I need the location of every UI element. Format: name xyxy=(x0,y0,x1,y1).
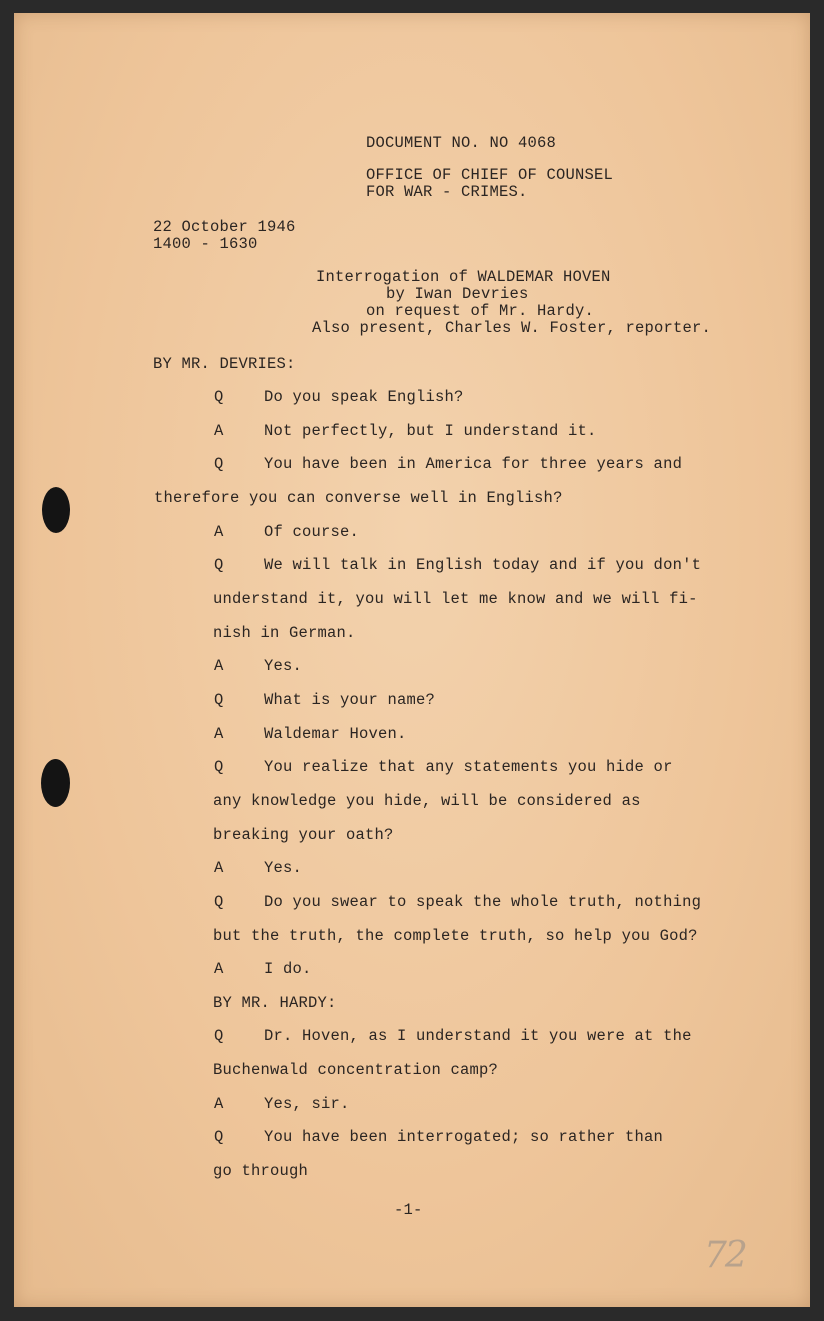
q-marker: Q xyxy=(214,556,224,574)
transcript-text: understand it, you will let me know and we will fi- xyxy=(213,590,698,608)
transcript-text: any knowledge you hide, will be considered as xyxy=(213,792,641,810)
a-marker: A xyxy=(214,523,224,541)
transcript-text: Not perfectly, but I understand it. xyxy=(264,422,597,440)
punch-hole-top xyxy=(42,487,70,533)
speaker-heading: BY MR. DEVRIES: xyxy=(153,355,296,373)
office-line-2: FOR WAR - CRIMES. xyxy=(366,183,528,201)
transcript-text: go through xyxy=(213,1162,309,1180)
a-marker: A xyxy=(214,725,224,743)
transcript-text: breaking your oath? xyxy=(213,826,394,844)
transcript-text: Dr. Hoven, as I understand it you were at the xyxy=(264,1027,692,1045)
punch-hole-bottom xyxy=(41,759,70,807)
pencil-annotation: 72 xyxy=(704,1235,746,1276)
speaker-heading: BY MR. HARDY: xyxy=(213,994,337,1012)
transcript-text: but the truth, the complete truth, so help you God? xyxy=(213,927,698,945)
a-marker: A xyxy=(214,859,224,877)
transcript-text: Of course. xyxy=(264,523,360,541)
office-line-1: OFFICE OF CHIEF OF COUNSEL xyxy=(366,166,614,184)
transcript-text: You realize that any statements you hide or xyxy=(264,758,673,776)
page-number: -1- xyxy=(394,1201,423,1219)
intro-line-3: on request of Mr. Hardy. xyxy=(366,302,595,320)
transcript-text: I do. xyxy=(264,960,312,978)
a-marker: A xyxy=(214,960,224,978)
transcript-text: Yes, sir. xyxy=(264,1095,350,1113)
intro-line-1: Interrogation of WALDEMAR HOVEN xyxy=(316,268,611,286)
a-marker: A xyxy=(214,1095,224,1113)
transcript-text: You have been interrogated; so rather than xyxy=(264,1128,664,1146)
transcript-text: Buchenwald concentration camp? xyxy=(213,1061,499,1079)
transcript-text: Do you swear to speak the whole truth, nothing xyxy=(264,893,702,911)
transcript-text: nish in German. xyxy=(213,624,356,642)
q-marker: Q xyxy=(214,893,224,911)
transcript-text: What is your name? xyxy=(264,691,436,709)
transcript-text: Do you speak English? xyxy=(264,388,464,406)
document-number: DOCUMENT NO. NO 4068 xyxy=(366,134,557,152)
date-line: 22 October 1946 xyxy=(153,218,296,236)
document-page xyxy=(14,13,810,1307)
transcript-text: therefore you can converse well in English? xyxy=(154,489,563,507)
q-marker: Q xyxy=(214,455,224,473)
a-marker: A xyxy=(214,657,224,675)
a-marker: A xyxy=(214,422,224,440)
transcript-text: Yes. xyxy=(264,859,303,877)
intro-line-2: by Iwan Devries xyxy=(386,285,529,303)
transcript-text: We will talk in English today and if you don't xyxy=(264,556,702,574)
q-marker: Q xyxy=(214,691,224,709)
transcript-text: Waldemar Hoven. xyxy=(264,725,407,743)
q-marker: Q xyxy=(214,1027,224,1045)
transcript-text: You have been in America for three years and xyxy=(264,455,683,473)
q-marker: Q xyxy=(214,388,224,406)
q-marker: Q xyxy=(214,758,224,776)
transcript-text: Yes. xyxy=(264,657,303,675)
q-marker: Q xyxy=(214,1128,224,1146)
intro-line-4: Also present, Charles W. Foster, reporter. xyxy=(312,319,712,337)
time-line: 1400 - 1630 xyxy=(153,235,258,253)
